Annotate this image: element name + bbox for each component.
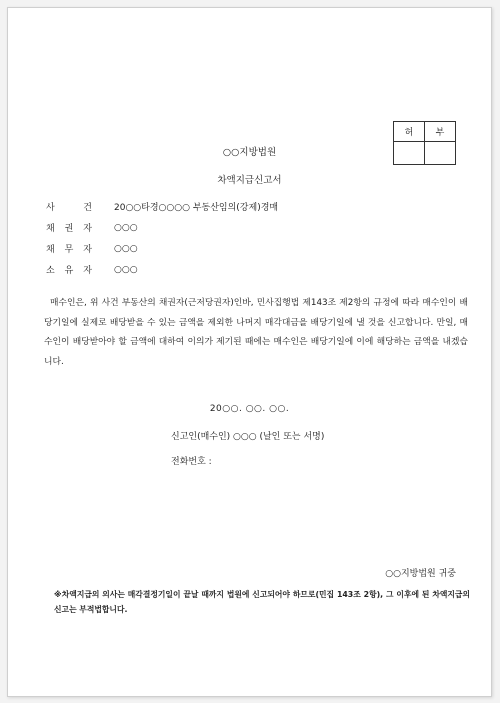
- approval-box: [393, 121, 456, 165]
- field-debtor-label: 채 무 자: [46, 245, 92, 255]
- approval-header-approve: 허: [394, 122, 425, 142]
- field-owner-value: ○○○: [114, 264, 138, 275]
- field-creditor-value: ○○○: [114, 222, 138, 233]
- approval-header-reject: 부: [425, 122, 456, 142]
- footnote: ※차액지급의 의사는 매각결정기일이 끝날 때까지 법원에 신고되어야 하므로(민집 143조 2항), 그 이후에 된 차액지급의 신고는 부적법합니다.: [54, 590, 470, 614]
- document-page: [7, 7, 492, 697]
- field-owner-label: 소 유 자: [46, 266, 92, 276]
- addressee: ○○지방법원 귀중: [385, 569, 456, 579]
- field-debtor: [46, 238, 278, 259]
- document-title: 차액지급신고서: [217, 175, 282, 186]
- field-creditor: [46, 217, 278, 238]
- case-fields: [46, 196, 278, 280]
- signer-line: 신고인(매수인) ○○○ (날인 또는 서명): [171, 432, 325, 442]
- field-case-label: 사 건: [46, 203, 92, 213]
- field-debtor-value: ○○○: [114, 243, 138, 254]
- field-creditor-label: 채 권 자: [46, 224, 92, 234]
- body-paragraph: 매수인은, 위 사건 부동산의 채권자(근저당권자)인바, 민사집행법 제143조 제2항의 규정에 따라 매수인이 배당기일에 실제로 배당받을 수 있는 금액을 제외한 나머지 매각대금을 배당기일에 낼 것을 신고합니다. 만일, 매수인이 배당받아야 할 금액에 대하여 이의가 제기된 때에는 매수인은 배당기일에 이에 해당하는 금액을 내겠습니다.: [44, 298, 468, 367]
- court-title: ○○지방법원: [222, 147, 277, 158]
- phone-line: 전화번호 :: [171, 457, 212, 467]
- field-case-value: 20○○타경○○○○ 부동산임의(강제)경매: [114, 203, 279, 213]
- field-case: [46, 196, 278, 217]
- field-owner: [46, 259, 278, 280]
- date-line: 20○○. ○○. ○○.: [209, 404, 290, 414]
